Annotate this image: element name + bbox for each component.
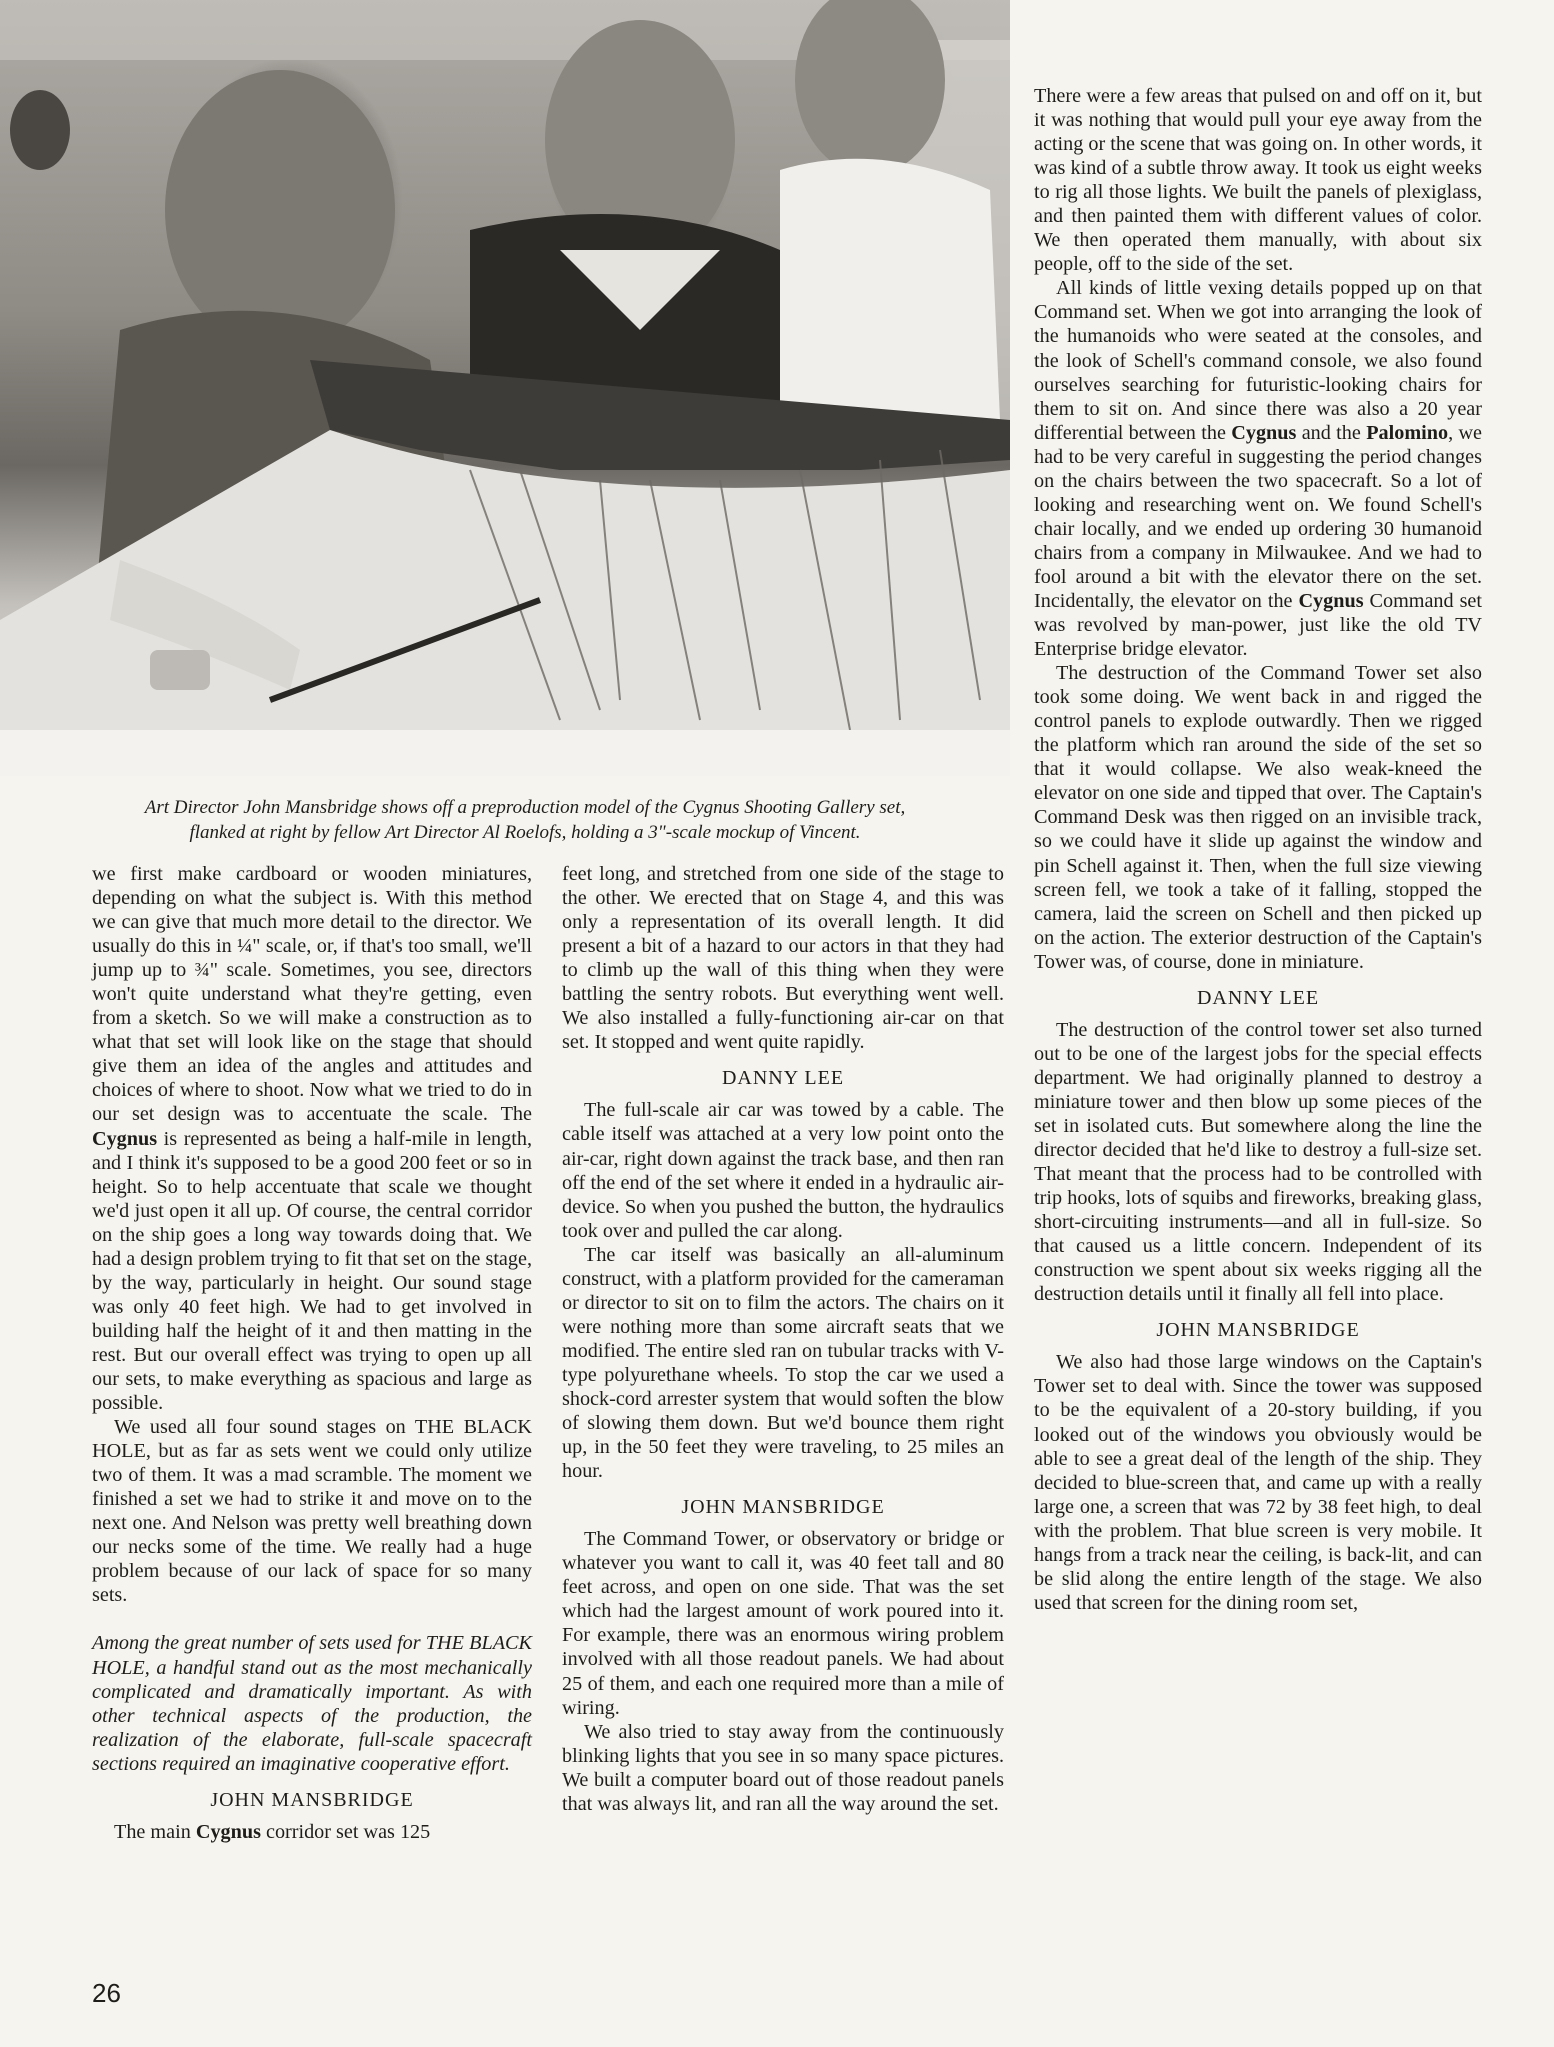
column-3 <box>1034 84 1482 1615</box>
paragraph: We also tried to stay away from the continuously blinking lights that you see in so many space pictures. We built a computer board out of those readout panels that was always lit, and ran all the way around the set. <box>562 1720 1004 1815</box>
paragraph: The full-scale air car was towed by a cable. The cable itself was attached at a very low point onto the air-car, right down against the track base, and then ran off the end of the set where it ended in a hydraulic air-device. So when you pushed the button, the hydraulics took over and pulled the car along. <box>562 1099 1004 1242</box>
section-intro: Among the great number of sets used for THE BLACK HOLE, a handful stand out as the most mechanically complicated and dramatically important. As with other technical aspects of the production, the realization of the elaborate, full-scale spacecraft sections required an imaginative cooperative effort. <box>92 1632 532 1775</box>
column-2 <box>562 862 1004 1816</box>
paragraph: There were a few areas that pulsed on and off on it, but it was nothing that would pull your eye away from the acting or the scene that was going on. In other words, it was kind of a subtle throw away. It took us eight weeks to rig all those lights. We built the panels of plexiglass, and then painted them with different values of color. We then operated them manually, with about six people, off to the side of the set. <box>1034 85 1482 276</box>
paragraph: All kinds of little vexing details popped up on that Command set. When we got into arranging the look of the humanoids who were seated at the consoles, and the look of Schell's command console, we also found ourselves searching for futuristic-looking chairs for them to sit on. And since there was also a 20 year differential between the Cygnus and the Palomino, we had to be very careful in suggesting the period changes on the chairs between the two spacecraft. So a lot of looking and researching went on. We found Schell's chair locally, and we ended up ordering 30 humanoid chairs from a company in Milwaukee. And we had to fool around a bit with the elevator there on the set. Incidentally, the elevator on the Cygnus Command set was revolved by man-power, just like the old TV Enterprise bridge elevator. <box>1034 277 1482 661</box>
set-model-photo <box>0 0 1010 776</box>
speaker-heading: JOHN MANSBRIDGE <box>681 1496 885 1519</box>
column-1 <box>92 862 532 1844</box>
paragraph: The main Cygnus corridor set was 125 <box>114 1820 431 1843</box>
speaker-heading: DANNY LEE <box>1196 986 1320 1009</box>
speaker-heading: DANNY LEE <box>721 1067 845 1090</box>
paragraph: The destruction of the control tower set also turned out to be one of the largest jobs for the special effects department. We had originally planned to destroy a miniature tower and then blow up some pieces of the set in isolated cuts. But somewhere along the line the director decided that he'd like to destroy a full-size set. That meant that the process had to be controlled with trip hooks, lots of squibs and fireworks, breaking glass, short-circuiting instruments—and all in full-size. So that caused us a little concern. Independent of its construction we spent about six weeks rigging all the destruction details until it finally all fell into place. <box>1034 1018 1482 1306</box>
caption-line-1: Art Director John Mansbridge shows off a preproduction model of the Cygnus Shooting Gallery set, <box>144 797 906 818</box>
paragraph: The destruction of the Command Tower set also took some doing. We went back in and rigged the control panels to explode outwardly. Then we rigged the platform which ran around the side of the set so that it would collapse. We also weak-kneed the elevator on one side and tipped that over. The Captain's Command Desk was then rigged on an invisible track, so we could have it slide up against the window and pin Schell against it. Then, when the full size viewing screen fell, we took a take of it falling, stopped the camera, laid the screen on Schell and then picked up on the action. The exterior destruction of the Captain's Tower was, of course, done in miniature. <box>1034 662 1482 973</box>
speaker-heading: JOHN MANSBRIDGE <box>1156 1319 1360 1342</box>
paragraph: feet long, and stretched from one side of the stage to the other. We erected that on Stage 4, and this was only a representation of its overall length. It did present a bit of a hazard to our actors in that they had to climb up the wall of this thing when they were battling the sentry robots. But everything went well. We also installed a fully-functioning air-car on that set. It stopped and went quite rapidly. <box>562 863 1004 1054</box>
caption-line-2: flanked at right by fellow Art Director Al Roelofs, holding a 3"-scale mockup of Vincent. <box>189 822 861 843</box>
page-number: 26 <box>92 1978 121 2008</box>
paragraph: The car itself was basically an all-aluminum construct, with a platform provided for the cameraman or director to sit on to film the actors. The chairs on it were nothing more than some aircraft seats that we modified. The entire sled ran on tubular tracks with V-type polyurethane wheels. To stop the car we used a shock-cord arrester system that would soften the blow of slowing them down. But we'd bounce them right up, in the 50 feet they were traveling, to 25 miles an hour. <box>562 1243 1004 1483</box>
paragraph: we first make cardboard or wooden miniatures, depending on what the subject is. With this method we can give that much more detail to the director. We usually do this in ¼" scale, or, if that's too small, we'll jump up to ¾" scale. Sometimes, you see, directors won't quite understand what they're getting, even from a sketch. So we will make a construction as to what that set will look like on the stage that should give them an idea of the angles and attitudes and choices of where to shoot. Now what we tried to do in our set design was to accentuate the scale. The Cygnus is represented as being a half-mile in length, and I think it's supposed to be a good 200 feet or so in height. So to help accentuate that scale we thought we'd just open it all up. Of course, the central corridor on the ship goes a long way towards doing that. We had a design problem trying to fit that set on the stage, by the way, particularly in height. Our sound stage was only 40 feet high. We had to get involved in building half the height of it and then matting in the rest. But our overall effect was trying to open up all our sets, to make everything as spacious and large as possible. <box>92 863 532 1415</box>
paragraph: We used all four sound stages on THE BLACK HOLE, but as far as sets went we could only utilize two of them. It was a mad scramble. The moment we finished a set we had to strike it and move on to the next one. And Nelson was pretty well breathing down our necks some of the time. We really had a huge problem because of our lack of space for so many sets. <box>92 1416 532 1607</box>
photo-caption <box>110 795 940 845</box>
paragraph: We also had those large windows on the Captain's Tower set to deal with. Since the tower was supposed to be the equivalent of a 20-story building, if you looked out of the windows you obviously would be able to see a great deal of the length of the ship. They decided to blue-screen that, and came up with a really large one, a screen that was 72 by 38 feet high, to deal with the problem. That blue screen is very mobile. It hangs from a track near the ceiling, is back-lit, and can be slid along the entire length of the stage. We also used that screen for the dining room set, <box>1034 1351 1482 1614</box>
photo-illustration <box>0 0 1010 776</box>
paragraph: The Command Tower, or observatory or bridge or whatever you want to call it, was 40 feet tall and 80 feet across, and open on one side. That was the set which had the largest amount of work poured into it. For example, there was an enormous wiring problem involved with all those readout panels. We had about 25 of them, and each one required more than a mile of wiring. <box>562 1528 1004 1719</box>
speaker-heading: JOHN MANSBRIDGE <box>210 1788 414 1811</box>
